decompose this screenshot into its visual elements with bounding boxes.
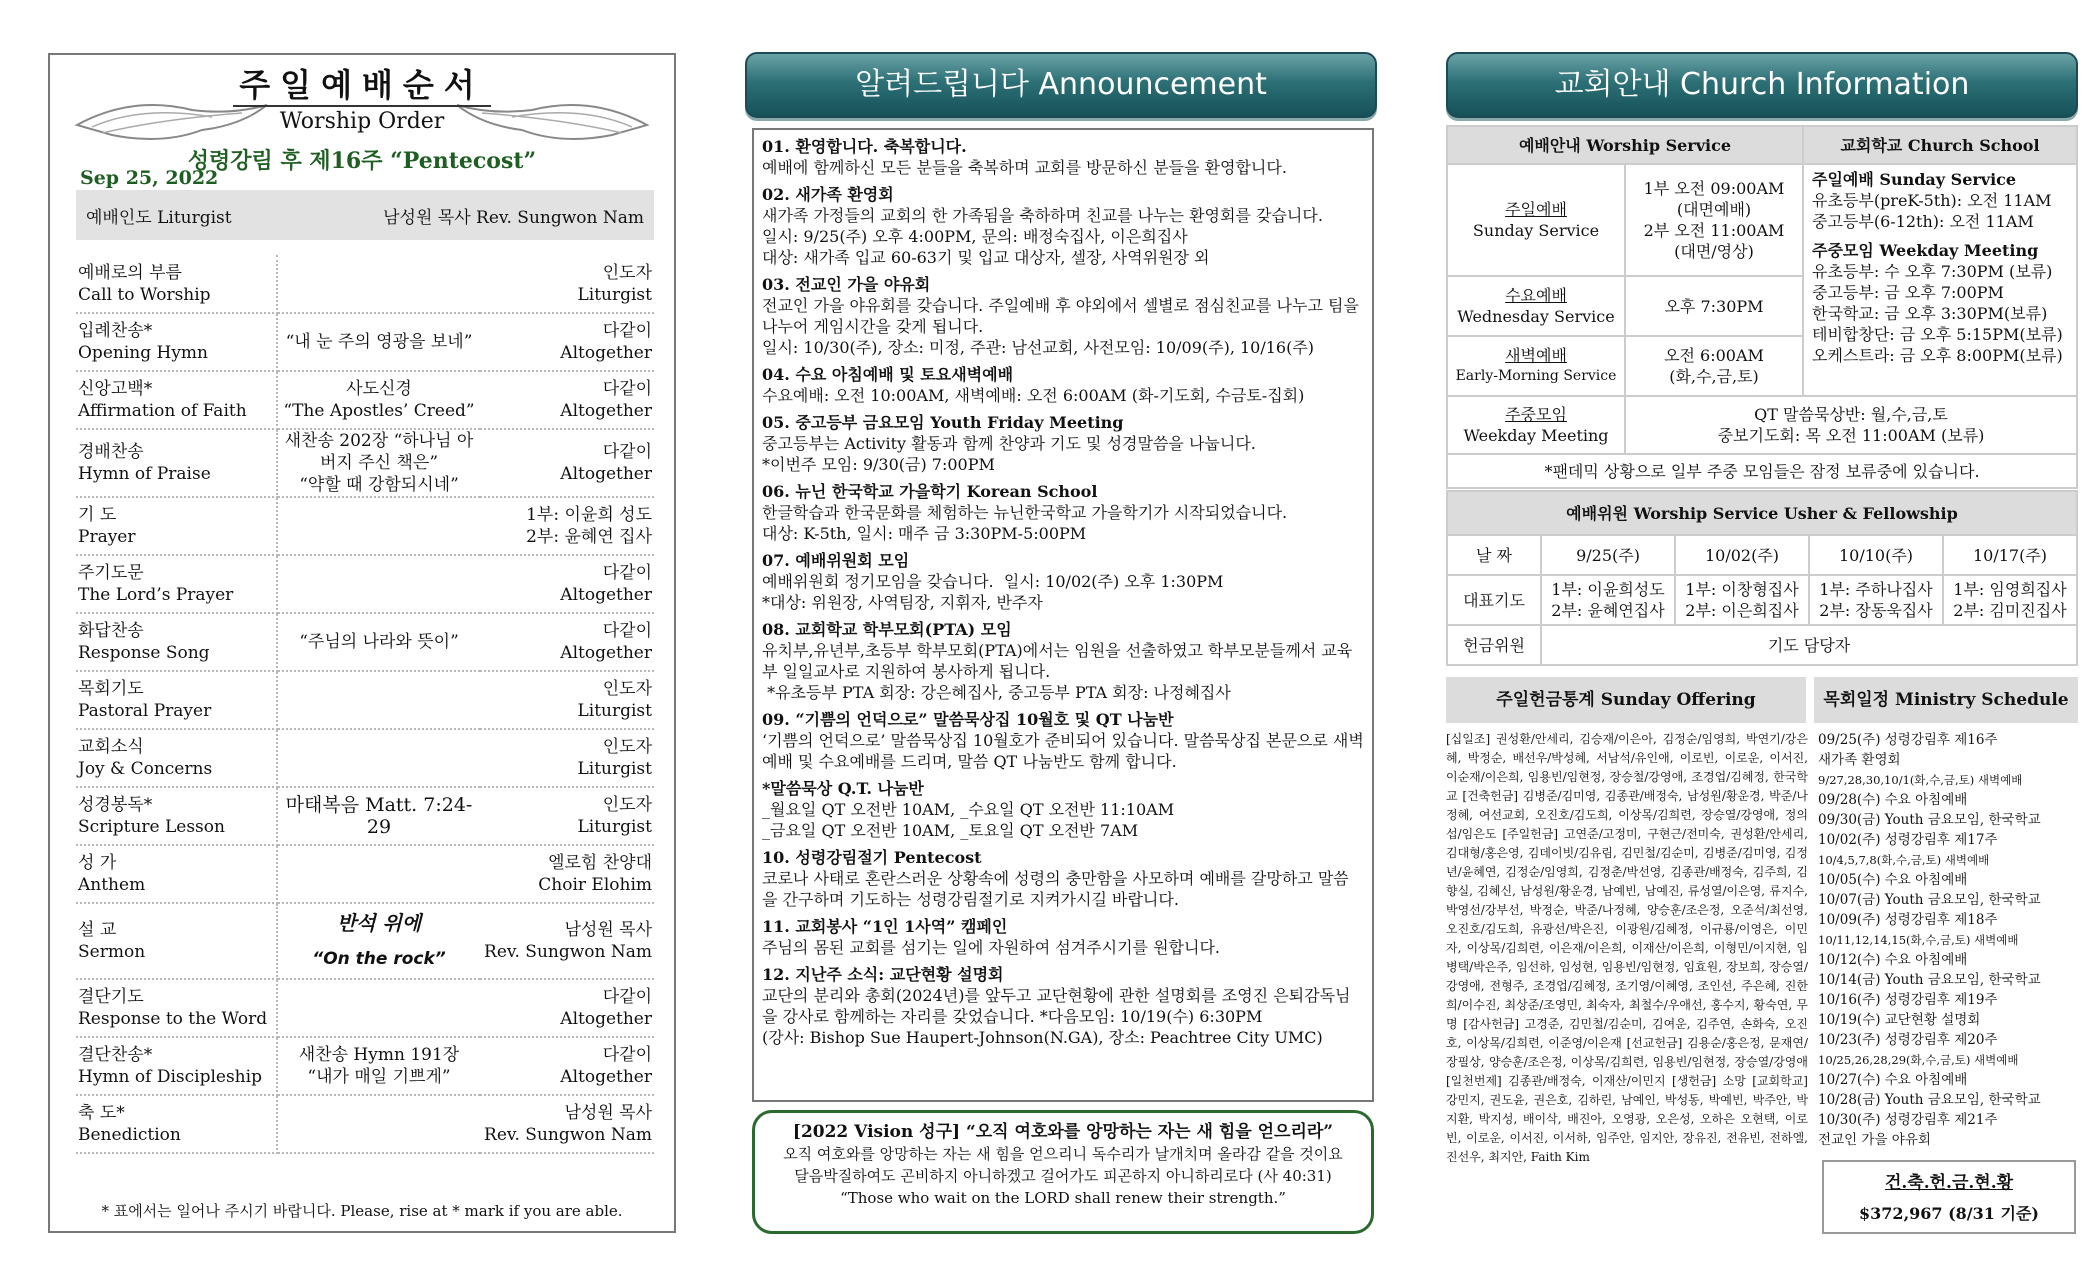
order-leader-en: Rev. Sungwon Nam [484,1125,652,1145]
order-title-en: Worship Order [279,109,445,134]
wednesday-time: 오후 7:30PM [1625,276,1803,336]
order-item-leader [480,671,654,729]
order-row [76,671,654,729]
order-item-detail [277,787,480,845]
announcement-item [762,916,1364,958]
schedule-row: 10/12(수) 수요 아침예배 [1818,952,1968,968]
schedule-row: 새가족 환영회 [1818,752,1901,768]
schedule-row: 09/30(금) Youth 금요모임, 한국학교 [1818,812,2041,828]
order-item-ko: 결단찬송* [78,1045,153,1065]
announcement-title: 12. 지난주 소식: 교단현황 설명회 [762,965,1004,984]
order-item-name [76,903,277,979]
order-row [76,255,654,313]
usher-offering-value: 기도 담당자 [1541,625,2077,665]
schedule-row: 10/28(금) Youth 금요모임, 한국학교 [1818,1092,2041,1108]
school-line: 한국학교: 금 오후 3:30PM(보류) [1812,304,2048,323]
order-item-leader [480,613,654,671]
weekday-meeting-ko: 주중모임 [1505,405,1567,424]
order-leader-en: Liturgist [577,759,652,779]
school-line: 유초등부: 수 오후 7:30PM (보류) [1812,262,2053,281]
usher-prayer-cell [1809,575,1943,625]
order-item-ko: 기 도 [78,505,117,525]
order-item-detail [277,313,480,371]
order-item-en: Prayer [78,527,136,547]
church-info-banner: 교회안내 Church Information [1446,52,2078,118]
dawn-service-cell [1447,336,1625,396]
order-item-name [76,255,277,313]
order-leader-en: Liturgist [577,817,652,837]
order-item-name [76,979,277,1037]
order-item-name [76,729,277,787]
usher-prayer-name: 2부: 이은희집사 [1685,601,1799,620]
schedule-row: 10/4,5,7,8(화,수,금,토) 새벽예배 [1818,853,1990,867]
schedule-row: 09/28(수) 수요 아침예배 [1818,792,1968,808]
order-leader-ko: 엘로힘 찬양대 [548,853,652,873]
order-item-leader [480,1095,654,1153]
announcement-body: 수요예배: 오전 10:00AM, 새벽예배: 오전 6:00AM (화-기도회, 수금토-집회) [762,386,1305,405]
order-leader-ko: 다같이 [602,987,652,1007]
order-item-ko: 성경봉독* [78,795,153,815]
order-item-en: Pastoral Prayer [78,701,212,721]
school-line: 중고등부(6-12th): 오전 11AM [1812,212,2034,231]
announcement-title: 04. 수요 아침예배 및 토요새벽예배 [762,365,1014,384]
announcement-title: 02. 새가족 환영회 [762,185,894,204]
order-item-ko: 교회소식 [78,737,144,757]
sunday-service-en: Sunday Service [1472,221,1600,240]
schedule-row: 전교인 가을 야유회 [1818,1132,1931,1148]
schedule-row: 10/25,26,28,29(화,수,금,토) 새벽예배 [1818,1053,2019,1067]
announcement-body: _월요일 QT 오전반 10AM, _수요일 QT 오전반 11:10AM _금요일 QT 오전반 10AM, _토요일 QT 오전반 7AM [762,800,1175,840]
sunday-mode-2: (대면/영상) [1674,242,1754,261]
usher-prayer-cell [1675,575,1809,625]
schedule-row: 10/30(주) 성령강림후 제21주 [1818,1112,1998,1128]
order-item-detail [277,845,480,903]
ministry-schedule-head: 목회일정 Ministry Schedule [1814,677,2078,723]
schedule-row: 10/07(금) Youth 금요모임, 한국학교 [1818,892,2041,908]
order-item-leader [480,255,654,313]
order-leader-en: Altogether [560,1009,652,1029]
usher-date-cell: 날 짜 [1447,535,1541,575]
dawn-service-times [1625,336,1803,396]
order-title-ko: 주일예배순서 [233,65,490,107]
usher-prayer-name: 1부: 주하나집사 [1819,580,1933,599]
church-school-head: 교회학교 Church School [1803,126,2077,164]
order-leader-en: Altogether [560,1067,652,1087]
order-leader-en: Altogether [560,343,652,363]
order-item-en: Scripture Lesson [78,817,225,837]
order-item-leader [480,429,654,497]
order-item-leader [480,845,654,903]
order-item-detail [277,1095,480,1153]
announcement-list [752,128,1374,1102]
sunday-service-times [1625,164,1803,276]
order-detail-line-1: 마태복음 Matt. 7:24-29 [285,794,473,838]
order-item-leader [480,555,654,613]
vision-title: [2022 Vision 성구] “오직 여호와를 앙망하는 자는 새 힘을 얻으리라” [792,1122,1334,1142]
usher-prayer-row [1447,575,2077,625]
announcement-title: 01. 환영합니다. 축복합니다. [762,137,967,156]
vision-line-2: 달음박질하여도 곤비하지 아니하겠고 걸어가도 피곤하지 아니하리로다 (사 40:31) [794,1167,1332,1185]
order-item-detail [277,1037,480,1095]
order-item-name [76,371,277,429]
order-item-detail [277,729,480,787]
order-item-ko: 결단기도 [78,987,144,1007]
order-item-en: Response Song [78,643,210,663]
church-info-panel [1446,125,2078,1235]
announcement-item [762,364,1364,406]
order-leader-ko: 다같이 [602,621,652,641]
announcement-item [762,778,1364,841]
announcement-body: 코로나 사태로 혼란스러운 상황속에 성령의 충만함을 사모하며 예배를 갈망하고 말씀을 간구하며 기도하는 성령강림절기로 지켜가시길 바랍니다. [762,869,1349,909]
order-item-leader [480,979,654,1037]
order-detail-line-1: 새찬송 Hymn 191장 [298,1045,460,1065]
order-leader-ko: 다같이 [602,442,652,462]
announcement-title: 11. 교회봉사 “1인 1사역” 캠페인 [762,917,1008,936]
liturgist-bar [76,190,654,240]
school-line: 유초등부(preK-5th): 오전 11AM [1812,191,2052,210]
order-leader-ko: 남성원 목사 [564,920,652,940]
usher-prayer-cell [1943,575,2077,625]
order-row [76,371,654,429]
order-item-ko: 설 교 [78,920,117,940]
announcement-item [762,274,1364,358]
announcement-title: 08. 교회학교 학부모회(PTA) 모임 [762,620,1012,639]
order-row [76,1037,654,1095]
schedule-row: 10/16(주) 성령강림후 제19주 [1818,992,1998,1008]
dawn-time: 오전 6:00AM [1664,346,1764,365]
announcement-title: *말씀묵상 Q.T. 나눔반 [762,779,924,798]
announcement-item [762,619,1364,703]
wednesday-service-cell [1447,276,1625,336]
announcement-body: 주님의 몸된 교회를 섬기는 일에 자원하여 섬겨주시기를 원합니다. [762,938,1221,957]
order-row [76,497,654,555]
building-fund-title: 건.축.헌.금.현.황 [1884,1173,2014,1193]
order-footer: * 표에서는 일어나 주시기 바랍니다. Please, rise at * mark if you are able. [101,1202,623,1220]
order-item-en: The Lord’s Prayer [78,585,234,605]
announcement-body: 전교인 가을 야유회를 갖습니다. 주일예배 후 야외에서 셀별로 점심친교를 나누고 팀을 나누어 게임시간을 갖게 됩니다. 일시: 10/30(주), 장소: 미정, 주관: 남선교회, 사전모임: 10/09(주), 10/16(주) [762,296,1359,357]
sunday-offering-list: [십일조] 권성환/안세리, 김승재/이은아, 김정순/임영희, 박연기/강은혜, 박정순, 배선우/박성혜, 서남석/유인애, 이로빈, 이로운, 이서진, 이순재/이은희, 임용빈/임현정, 장승철/강영애, 조경업/김혜정, 한국학교 [건축헌금] 김병준/김미영, 김종관/배정숙, 남성원/황운경, 박준/나정혜, 여선교회, 오진호/김도희, 이상목/김희련, 장승열/강영애, 정의섭/임은도 [주일헌금] 고연준/고정미, 구현근/전미숙, 권성환/안세리, 김대형/홍은영, 김데이빗/김유림, 김민철/김순미, 김병준/김미영, 김정년/윤혜연, 김정순/임영희, 김정춘/박선영, 김종관/배정숙, 김주희, 김향실, 김혜신, 남성원/황운경, 남예빈, 남예진, 류성열/이은영, 류지수, 박영선/강부선, 박정순, 박준/나정혜, 양승훈/조은정, 오준석/최선영, 오진호/김도희, 유광선/박은진, 이광원/김혜정, 이규룡/이영은, 이민자, 이상목/김희련, 이은재/이은희, 이재산/이은희, 이형민/이지현, 임병택/박은주, 임선하, 임성현, 임용빈/임현정, 임효원, 장보희, 장승열/강영애, 전형주, 조경업/김혜정, 조기영/이혜영, 조인선, 주은혜, 진한희/이수진, 최상준/조영민, 최숙자, 최철수/우애선, 홍수지, 황숙연, 무명 [감사헌금] 고경준, 김민철/김순미, 김여운, 김주연, 손화숙, 오진호, 이상목/김희련, 이준영/이은재 [선교헌금] 김용순/홍은정, 문재연/장필상, 양승훈/조은정, 이상목/김희련, 임용빈/임현정, 장승열/강영애 [일천번제] 김종관/배정숙, 이재산/이민지 [생헌금] 소망 [교회학교] 강민지, 권도윤, 권은호, 김하린, 남예인, 박성동, 박예빈, 박주안, 박지환, 박지성, 배이삭, 배진아, 오영광, 오은성, 오하은 오현택, 이로빈, 이로운, 이서진, 이서하, 임주안, 임지안, 장유진, 전유빈, 전하엘, 진선우, 최지안, Faith Kim [1446,732,1808,1164]
order-item-leader [480,729,654,787]
order-item-en: Sermon [78,942,146,962]
order-item-en: Response to the Word [78,1009,268,1029]
sunday-service-cell [1447,164,1625,276]
order-item-ko: 성 가 [78,853,117,873]
order-item-ko: 입례찬송* [78,321,153,341]
announcement-title: 05. 중고등부 금요모임 Youth Friday Meeting [762,413,1124,432]
usher-table [1446,490,2078,666]
order-item-name [76,671,277,729]
order-leader-en: Altogether [560,585,652,605]
order-header [50,65,674,175]
announcement-item [762,964,1364,1048]
vision-line-1: 오직 여호와를 앙망하는 자는 새 힘을 얻으리니 독수리가 날개치며 올라감 같을 것이요 [783,1145,1343,1163]
order-item-leader [480,313,654,371]
order-item-detail [277,255,480,313]
order-item-name [76,845,277,903]
order-item-leader [480,903,654,979]
order-item-detail [277,371,480,429]
schedule-row: 10/23(주) 성령강림후 제20주 [1818,1032,1998,1048]
schedule-row: 10/05(수) 수요 아침예배 [1818,872,1968,888]
announcement-title: 07. 예배위원회 모임 [762,551,910,570]
order-item-en: Hymn of Praise [78,464,211,484]
sunday-time-2: 2부 오전 11:00AM [1643,221,1785,240]
order-leader-en: Liturgist [577,701,652,721]
order-item-name [76,429,277,497]
usher-prayer-name: 2부: 김미진집사 [1953,601,2067,620]
dawn-service-en: Early-Morning Service [1455,368,1617,384]
order-detail-line-1: 반석 위에 [336,911,422,935]
pandemic-note: *팬데믹 상황으로 일부 주중 모임들은 잠정 보류중에 있습니다. [1447,454,2077,488]
order-leader-ko: 인도자 [602,679,652,699]
order-item-en: Joy & Concerns [78,759,213,779]
school-line: 주중모임 Weekday Meeting [1812,241,2039,260]
order-row [76,429,654,497]
liturgist-label: 예배인도 Liturgist [86,207,232,228]
dawn-service-ko: 새벽예배 [1505,346,1567,365]
vision-line-3: “Those who wait on the LORD shall renew their strength.” [840,1189,1286,1207]
order-item-name [76,313,277,371]
order-item-ko: 경배찬송 [78,442,144,462]
sunday-mode-1: (대면예배) [1676,200,1752,219]
order-detail-line-1: “주님의 나라와 뜻이” [299,632,459,652]
order-item-name [76,613,277,671]
usher-prayer-name: 2부: 장동욱집사 [1819,601,1933,620]
announcement-item [762,550,1364,613]
schedule-row: 10/11,12,14,15(화,수,금,토) 새벽예배 [1818,933,2019,947]
announcement-item [762,412,1364,475]
school-line: 중고등부: 금 오후 7:00PM [1812,283,2004,302]
order-row [76,979,654,1037]
announcement-item [762,136,1364,178]
schedule-row: 9/27,28,30,10/1(화,수,금,토) 새벽예배 [1818,773,2023,787]
order-leader-ko: 인도자 [602,262,652,283]
announcement-banner: 알려드립니다 Announcement [745,52,1377,118]
school-line: 오케스트라: 금 오후 8:00PM(보류) [1812,346,2063,365]
order-item-name [76,1095,277,1153]
prayer-meeting: 중보기도회: 목 오전 11:00AM (보류) [1717,426,1985,445]
order-leader-en: Altogether [560,643,652,663]
order-leader-en: Liturgist [577,284,652,305]
order-item-leader [480,787,654,845]
schedule-row: 09/25(주) 성령강림후 제16주 [1818,732,1998,748]
order-detail-line-1: “내 눈 주의 영광을 보네” [285,332,473,352]
announcement-title: 09. “기쁨의 언덕으로” 말씀묵상집 10월호 및 QT 나눔반 [762,710,1174,729]
announcement-item [762,184,1364,268]
dawn-days: (화,수,금,토) [1669,367,1759,386]
order-row [76,903,654,979]
announcement-body: 유치부,유년부,초등부 학부모회(PTA)에서는 임원을 선출하였고 학부모분들께서 교육부 일일교사로 지원하여 봉사하게 됩니다. *유초등부 PTA 회장: 강은혜집사, 중고등부 PTA 회장: 나정혜집사 [762,641,1353,702]
order-item-detail [277,613,480,671]
order-detail-line-2: “내가 매일 기쁘게” [307,1067,451,1087]
schedule-row: 10/09(주) 성령강림후 제18주 [1818,912,1998,928]
announcement-body: 한글학습과 한국문화를 체험하는 뉴닌한국학교 가을학기가 시작되었습니다. 대상: K-5th, 일시: 매주 금 3:30PM-5:00PM [762,503,1288,543]
order-item-leader [480,371,654,429]
school-line: 테비합창단: 금 오후 5:15PM(보류) [1812,325,2063,344]
usher-prayer-label: 대표기도 [1447,575,1541,625]
schedule-row: 10/02(주) 성령강림후 제17주 [1818,832,1998,848]
order-item-leader [480,497,654,555]
announcement-item [762,847,1364,910]
order-leader-ko: 다같이 [602,379,652,399]
order-row [76,613,654,671]
weekday-meeting-en: Weekday Meeting [1463,426,1609,445]
announcement-body: 새가족 가정들의 교회의 한 가족됨을 축하하며 친교를 나누는 환영회를 갖습니다. 일시: 9/25(주) 오후 4:00PM, 문의: 배정숙집사, 이은희집사 대상: 새가족 입교 60-63기 및 입교 대상자, 셀장, 사역위원장 외 [762,206,1323,267]
order-row [76,1095,654,1153]
usher-date-row [1447,535,2077,575]
sunday-offering-head: 주일헌금통계 Sunday Offering [1446,677,1806,723]
order-item-en: Opening Hymn [78,343,208,363]
order-item-en: Affirmation of Faith [78,401,247,421]
announcement-item [762,481,1364,544]
worship-service-head: 예배안내 Worship Service [1447,126,1803,164]
order-item-ko: 목회기도 [78,679,144,699]
order-item-detail [277,979,480,1037]
announcement-body: ‘기쁨의 언덕으로’ 말씀묵상집 10월호가 준비되어 있습니다. 말씀묵상집 본문으로 새벽예배 및 수요예배를 드리며, 말씀 QT 나눔반도 함께 합니다. [762,731,1364,771]
order-detail-line-2: “The Apostles’ Creed” [283,401,475,421]
announcement-title: 06. 뉴닌 한국학교 가을학기 Korean School [762,482,1098,501]
usher-date-cell: 10/10(주) [1809,535,1943,575]
service-table [1446,125,2078,489]
schedule-row: 10/19(수) 교단현황 설명회 [1818,1012,1981,1028]
order-row [76,787,654,845]
liturgist-name: 남성원 목사 Rev. Sungwon Nam [383,207,644,228]
schedule-row: 10/27(수) 수요 아침예배 [1818,1072,1968,1088]
usher-head: 예배위원 Worship Service Usher & Fellowship [1447,491,2077,535]
order-item-ko: 축 도* [78,1103,125,1123]
wednesday-service-en: Wednesday Service [1457,307,1615,326]
usher-prayer-name: 2부: 윤혜연집사 [1551,601,1665,620]
usher-date-cell: 10/17(주) [1943,535,2077,575]
order-row [76,555,654,613]
church-school-schedule [1803,164,2077,396]
order-item-name [76,1037,277,1095]
weekday-meeting-cell [1447,396,1625,454]
announcement-body: 예배에 함께하신 모든 분들을 축복하며 교회를 방문하신 분들을 환영합니다. [762,158,1287,177]
sunday-time-1: 1부 오전 09:00AM [1643,179,1785,198]
order-item-name [76,555,277,613]
order-leader-ko: 남성원 목사 [564,1103,652,1123]
order-row [76,729,654,787]
usher-prayer-name: 1부: 임영희집사 [1953,580,2067,599]
usher-prayer-name: 1부: 이창형집사 [1685,580,1799,599]
announcement-item [762,709,1364,772]
order-item-detail [277,671,480,729]
order-leader-ko: 다같이 [602,321,652,341]
order-item-leader [480,1037,654,1095]
service-date: Sep 25, 2022 [80,167,219,189]
school-line: 주일예배 Sunday Service [1812,170,2017,189]
order-table [76,255,654,1154]
announcement-title: 03. 전교인 가을 야유회 [762,275,931,294]
order-item-ko: 주기도문 [78,563,144,583]
order-item-name [76,787,277,845]
order-leader-ko: 인도자 [602,737,652,757]
order-detail-line-1: 새찬송 202장 “하나님 아버지 주신 책은” [284,431,474,473]
worship-order-panel [48,53,676,1233]
announcement-body: 중고등부는 Activity 활동과 함께 찬양과 기도 및 성경말씀을 나눕니다. *이번주 모임: 9/30(금) 7:00PM [762,434,1256,474]
announcement-title: 10. 성령강림절기 Pentecost [762,848,982,867]
weekday-meeting-times [1625,396,2077,454]
order-leader-en: Altogether [560,401,652,421]
usher-prayer-name: 1부: 이윤희성도 [1551,580,1665,599]
qt-meeting: QT 말씀묵상반: 월,수,금,토 [1754,405,1948,424]
season-title: 성령강림 후 제16주 “Pentecost” [187,148,537,174]
announcement-body: 예배위원회 정기모임을 갖습니다. 일시: 10/02(주) 오후 1:30PM *대상: 위원장, 사역팀장, 지휘자, 반주자 [762,572,1224,612]
usher-date-cell: 9/25(주) [1541,535,1675,575]
building-fund-box [1822,1160,2076,1234]
order-leader-ko: 인도자 [602,795,652,815]
usher-prayer-cell [1541,575,1675,625]
announcement-body: 교단의 분리와 총회(2024년)를 앞두고 교단현황에 관한 설명회를 조영진 은퇴감독님을 강사로 함께하는 자리를 갖었습니다. *다음모임: 10/19(수) 6:30PM (강사: Bishop Sue Haupert-Johnson(N.GA), 장소: Peachtree City UMC) [762,986,1351,1047]
order-item-ko: 예배로의 부름 [78,262,182,283]
order-leader-en: 2부: 윤혜연 집사 [526,527,652,547]
vision-verse-box [752,1110,1374,1234]
order-item-detail [277,429,480,497]
order-leader-en: Altogether [560,464,652,484]
order-leader-en: Rev. Sungwon Nam [484,942,652,962]
schedule-row: 10/14(금) Youth 금요모임, 한국학교 [1818,972,2041,988]
wednesday-service-ko: 수요예배 [1505,286,1567,305]
order-leader-ko: 다같이 [602,563,652,583]
order-leader-ko: 다같이 [602,1045,652,1065]
usher-offering-label: 헌금위원 [1447,625,1541,665]
order-item-en: Call to Worship [78,284,211,305]
order-item-ko: 화답찬송 [78,621,144,641]
order-detail-line-2: “On the rock” [312,949,446,969]
order-leader-ko: 1부: 이윤희 성도 [526,505,652,525]
order-item-ko: 신앙고백* [78,379,153,399]
usher-date-cell: 10/02(주) [1675,535,1809,575]
order-item-detail [277,555,480,613]
order-detail-line-2: “약할 때 강함되시네” [299,475,459,495]
building-fund-value: $372,967 (8/31 기준) [1859,1204,2039,1223]
order-detail-line-1: 사도신경 [346,379,412,399]
order-item-en: Benediction [78,1125,181,1145]
order-leader-en: Choir Elohim [538,875,652,895]
order-item-detail [277,903,480,979]
order-item-en: Hymn of Discipleship [78,1067,262,1087]
order-item-name [76,497,277,555]
sunday-service-ko: 주일예배 [1505,200,1567,219]
order-item-detail [277,497,480,555]
ministry-schedule-list [1818,730,2078,1150]
order-item-en: Anthem [78,875,146,895]
order-row [76,313,654,371]
order-row [76,845,654,903]
